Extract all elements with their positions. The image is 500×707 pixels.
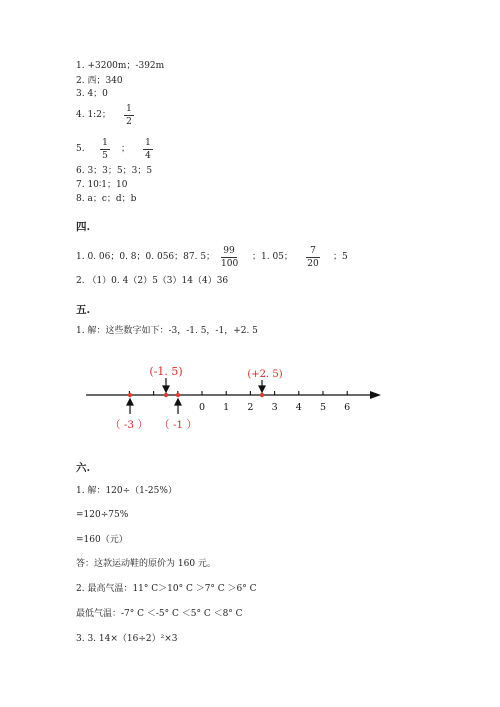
tick-label-2: 2 — [247, 402, 254, 413]
answer-line-5: 5. — [76, 144, 85, 154]
answer-line-1: 1. +3200m；-392m — [76, 61, 165, 71]
point-pos-2-5 — [260, 393, 264, 397]
answer-line-7: 7. 10∶1；10 — [76, 180, 128, 190]
answer-line-6-7: 3. 3. 14×（16÷2）²×3 — [76, 634, 178, 644]
answer-line-2: 2. 西；340 — [76, 76, 123, 86]
fraction-denominator: 100 — [221, 259, 239, 269]
fraction-99-100 — [221, 246, 237, 269]
answer-line-6-4: 答：这款运动鞋的原价为 160 元。 — [76, 559, 216, 569]
answer-line-6-6: 最低气温：-7° C ＜-5° C ＜5° C ＜8° C — [76, 609, 243, 619]
arrow-neg-3 — [127, 399, 133, 414]
answer-line-4: 4. 1:2； — [76, 110, 111, 120]
answer-line-6-1: 1. 解：120÷（1-25%） — [76, 486, 177, 496]
fraction-one-half — [124, 104, 134, 127]
answer-line-4-2: 2. （1）0. 4（2）5（3）14（4）36 — [76, 276, 229, 286]
tick-label-1: 1 — [223, 402, 230, 413]
arrow-neg-1-5 — [163, 378, 169, 392]
fraction-numerator: 7 — [310, 246, 316, 256]
arrow-neg-1 — [175, 399, 181, 414]
separator: ； — [121, 144, 131, 154]
point-neg-1-5 — [164, 393, 168, 397]
section-heading-4: 四. — [76, 221, 91, 233]
label-neg-1-5: (-1. 5) — [149, 365, 183, 378]
fraction-numerator: 1 — [145, 138, 151, 148]
point-neg-1 — [176, 393, 180, 397]
label-pos-2-5: (+2. 5) — [247, 369, 283, 380]
tick-label-0: 0 — [198, 402, 206, 413]
section-heading-6: 六. — [76, 462, 91, 474]
answer-line-6-2: =120÷75% — [76, 510, 129, 520]
fraction-denominator: 20 — [307, 259, 319, 269]
fraction-denominator: 2 — [126, 117, 132, 127]
number-line-figure — [0, 355, 500, 440]
answer-line-6: 6. 3；3；5；3；5 — [76, 166, 153, 176]
tick-label-4: 4 — [295, 402, 302, 413]
fraction-numerator: 1 — [102, 138, 108, 148]
answer-line-4-1-mid: ；1. 05； — [252, 252, 293, 262]
arrow-pos-2-5 — [259, 380, 265, 392]
answer-line-6-3: =160（元） — [76, 535, 128, 545]
label-neg-1: （ -1 ） — [159, 419, 197, 431]
fraction-denominator: 5 — [102, 151, 108, 161]
fraction-denominator: 4 — [145, 151, 151, 161]
fraction-one-fifth — [100, 138, 110, 161]
fraction-numerator: 99 — [223, 246, 235, 256]
answer-line-4-1-end: ；5 — [333, 252, 348, 262]
fraction-numerator: 1 — [126, 104, 132, 114]
answer-line-3: 3. 4；0 — [76, 89, 108, 99]
number-line-arrowhead — [370, 391, 381, 399]
answer-line-6-5: 2. 最高气温：11° C＞10° C ＞7° C ＞6° C — [76, 584, 257, 594]
answer-line-8: 8. a；c；d；b — [76, 194, 137, 204]
point-neg-3 — [128, 393, 132, 397]
fraction-one-fourth — [143, 138, 153, 161]
fraction-7-20 — [306, 246, 320, 269]
section-heading-5: 五. — [76, 304, 91, 316]
answer-line-4-1: 1. 0. 06；0. 8；0. 056；87. 5； — [76, 252, 216, 262]
label-neg-3: （ -3 ） — [110, 419, 148, 431]
tick-label-6: 6 — [344, 402, 351, 413]
tick-label-3: 3 — [271, 402, 278, 413]
answer-line-5-1: 1. 解：这些数字如下：-3，-1. 5，-1，+2. 5 — [76, 326, 258, 336]
tick-label-5: 5 — [319, 402, 327, 413]
